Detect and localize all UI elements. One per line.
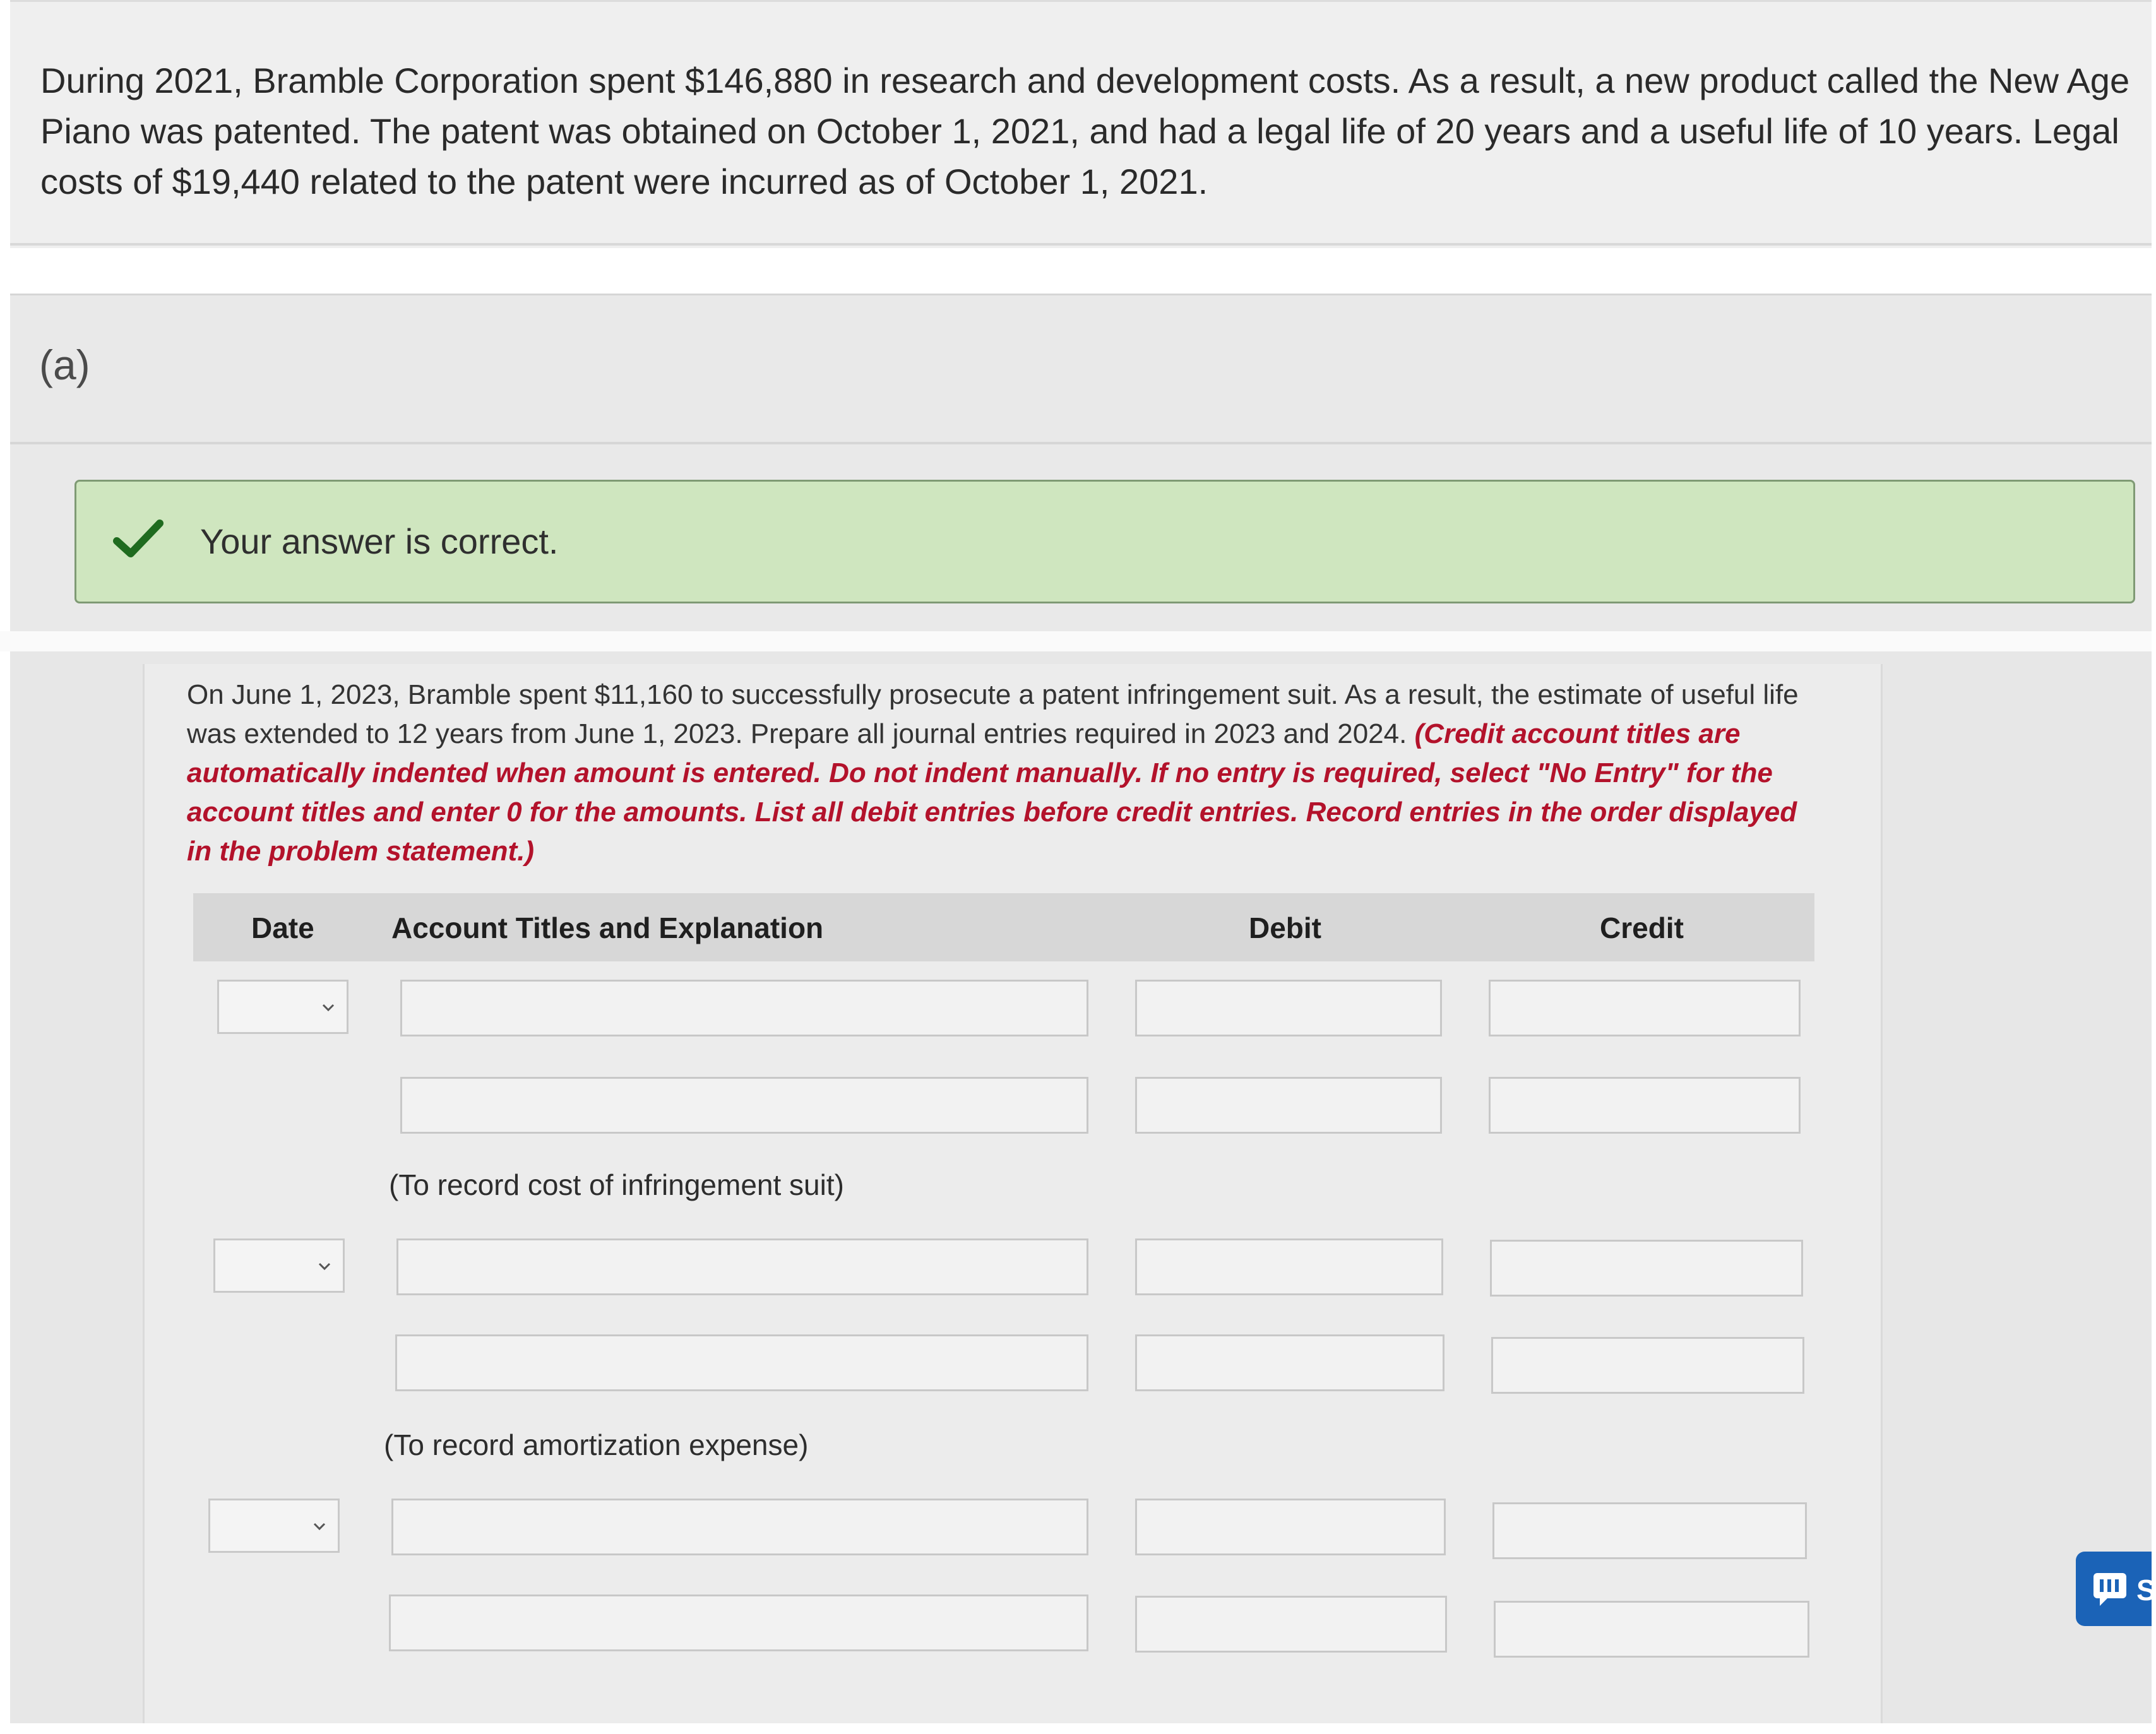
check-icon (113, 514, 164, 565)
chevron-down-icon (319, 998, 338, 1017)
credit-input[interactable] (1492, 1502, 1807, 1559)
instructions-text: On June 1, 2023, Bramble spent $11,160 to successfully prosecute a patent infringement suit. As a result, the estimate of useful life was extended to 12 years from June 1, 2023. Prepare all journal entries required in 2023 and 2024. (187, 679, 1799, 749)
account-title-input[interactable] (400, 980, 1088, 1036)
debit-input[interactable] (1135, 980, 1442, 1036)
bottom-edge (0, 1723, 2152, 1734)
part-label: (a) (39, 341, 90, 388)
entry-memo: (To record amortization expense) (384, 1428, 809, 1461)
chevron-down-icon (315, 1257, 334, 1276)
message-icon (2091, 1571, 2129, 1608)
account-title-input[interactable] (389, 1594, 1088, 1651)
debit-input[interactable] (1135, 1596, 1447, 1653)
problem-statement: During 2021, Bramble Corporation spent $146,880 in research and development costs. As a result, a new product called the New Age Piano was patented. The patent was obtained on October 1, 2021, and had a legal life of 20 years and a useful life of 10 years. Legal costs of $19,440 related to the patent were incurred as of October 1, 2021. (40, 61, 2130, 201)
account-title-input[interactable] (400, 1077, 1088, 1134)
divider (10, 243, 2152, 246)
debit-input[interactable] (1135, 1238, 1443, 1295)
date-select[interactable] (217, 980, 348, 1034)
journal-table-header (193, 893, 1814, 961)
section-gap (0, 631, 2152, 651)
header-debit: Debit (1249, 912, 1321, 944)
account-title-input[interactable] (395, 1334, 1088, 1391)
credit-input[interactable] (1489, 980, 1801, 1036)
header-account-titles: Account Titles and Explanation (391, 912, 824, 944)
divider (10, 442, 2152, 444)
account-title-input[interactable] (391, 1499, 1088, 1555)
debit-input[interactable] (1135, 1334, 1444, 1391)
feedback-banner (74, 480, 2135, 603)
header-credit: Credit (1600, 912, 1684, 944)
side-button-label: S (2136, 1574, 2156, 1606)
feedback-text: Your answer is correct. (200, 521, 559, 561)
header-date: Date (251, 912, 314, 944)
question-instructions (187, 675, 1828, 871)
date-select[interactable] (208, 1499, 340, 1553)
entry-memo: (To record cost of infringement suit) (389, 1168, 844, 1201)
date-select[interactable] (213, 1238, 345, 1293)
credit-input[interactable] (1494, 1601, 1809, 1658)
feedback-side-button[interactable] (2076, 1552, 2156, 1626)
debit-input[interactable] (1135, 1077, 1442, 1134)
account-title-input[interactable] (396, 1238, 1088, 1295)
credit-input[interactable] (1489, 1077, 1801, 1134)
chevron-down-icon (310, 1517, 329, 1536)
credit-input[interactable] (1491, 1337, 1804, 1394)
credit-input[interactable] (1490, 1240, 1803, 1297)
instructions-note: (Credit account titles are automatically indented when amount is entered. Do not indent manually. If no entry is required, select "No Entry" for the account titles and enter 0 for the amounts. List all debit entries before credit entries. Record entries in the order displayed in the problem statement.) (187, 718, 1797, 867)
debit-input[interactable] (1135, 1499, 1446, 1555)
